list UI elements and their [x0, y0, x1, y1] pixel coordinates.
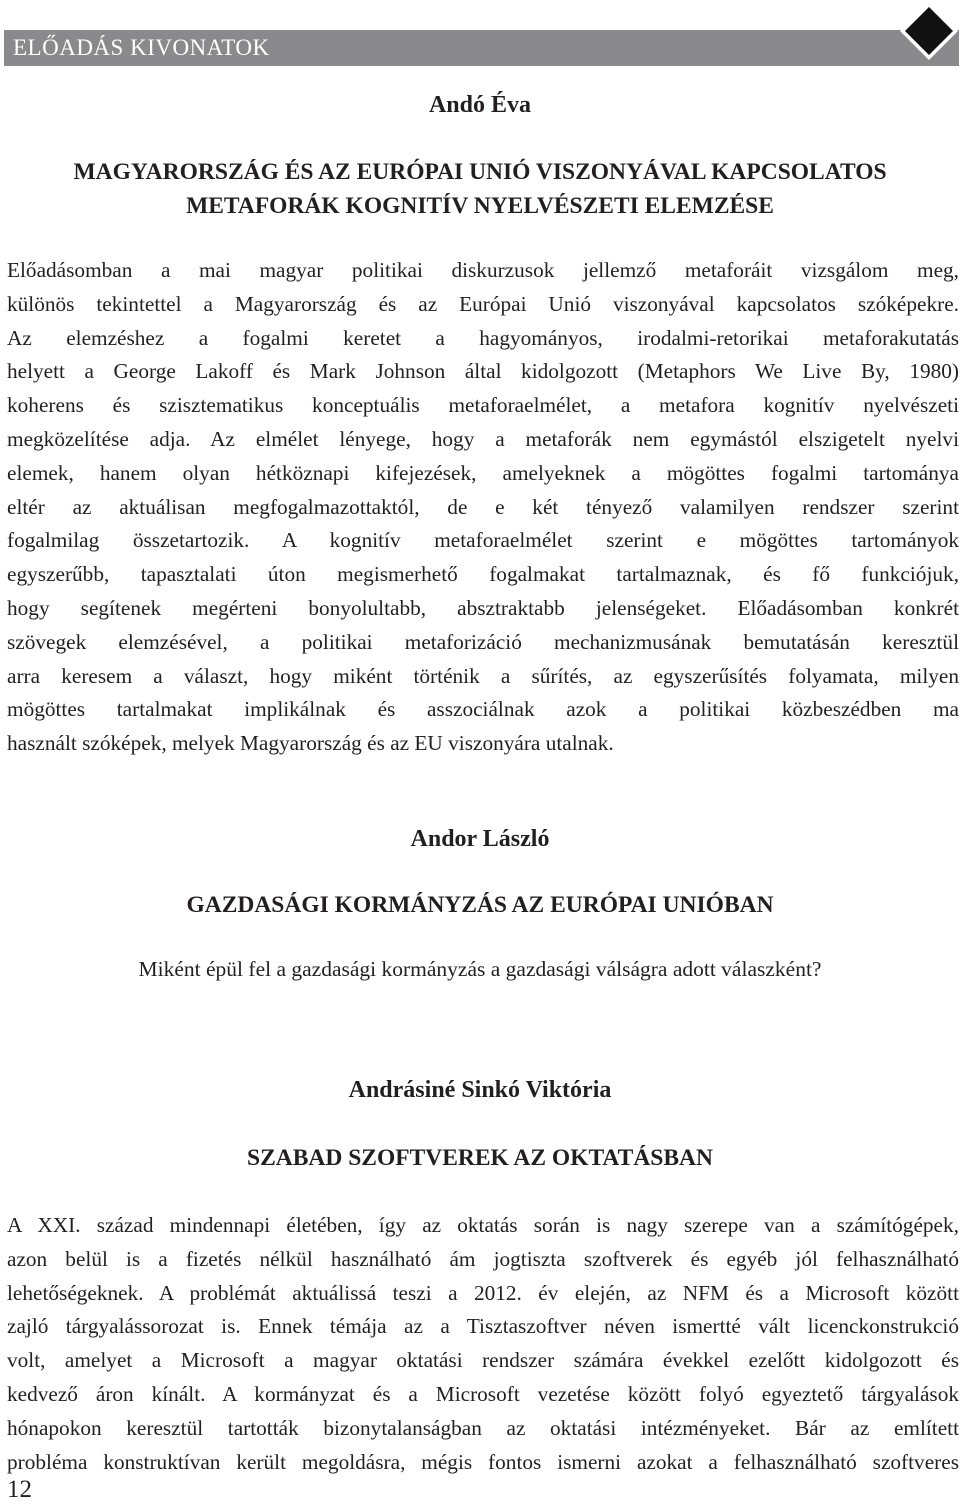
- body-line: fogalmilag összetartozik. A kognitív metaforaelmélet szerint e mögöttes tartományok: [7, 528, 959, 553]
- body-line: elemek, hanem olyan hétköznapi kifejezések, amelyeknek a mögöttes fogalmi tartománya: [7, 460, 959, 485]
- abstract-body: [7, 1209, 959, 1479]
- author-name: Andó Éva: [428, 92, 532, 118]
- abstract-title: [0, 155, 960, 223]
- body-line: egyszerűbb, tapasztalati úton megismerhető fogalmakat tartalmaznak, és fő funkciójuk,: [7, 562, 959, 587]
- abstract-body: [7, 254, 959, 761]
- body-line: lehetőségeknek. A problémát aktuálissá teszi a 2012. év elején, az NFM és a Microsoft között: [7, 1280, 959, 1305]
- abstract-title-line: MAGYARORSZÁG ÉS AZ EURÓPAI UNIÓ VISZONYÁVAL KAPCSOLATOS: [73, 159, 887, 185]
- body-line: megközelítése adja. Az elmélet lényege, hogy a metaforák nem egymástól elszigetelt nyelvi: [7, 426, 959, 451]
- abstract-title-line: SZABAD SZOFTVEREK AZ OKTATÁSBAN: [247, 1145, 713, 1171]
- author-name: Andrásiné Sinkó Viktória: [348, 1077, 612, 1103]
- body-line: koherens és szisztematikus konceptuális metaforaelmélet, a metafora kognitív nyelvészeti: [7, 393, 959, 418]
- page-number: 12: [7, 1476, 32, 1503]
- abstract-title-line: METAFORÁK KOGNITÍV NYELVÉSZETI ELEMZÉSE: [186, 193, 774, 219]
- body-line: Előadásomban a mai magyar politikai diskurzusok jellemző metaforáit vizsgálom meg,: [7, 258, 959, 282]
- section-header-bar: [4, 30, 959, 66]
- body-line: arra keresem a választ, hogy miként történik a sűrítés, az egyszerűsítés folyamata, milyen: [7, 663, 959, 688]
- body-line: A XXI. század mindennapi életében, így az oktatás során is nagy szerepe van a számítógépek,: [7, 1213, 959, 1237]
- abstract-title: [0, 888, 960, 922]
- body-line: hogy segítenek megérteni bonyolultabb, absztraktabb jelenségeket. Előadásomban konkrét: [7, 595, 959, 620]
- abstract-subtitle: Miként épül fel a gazdasági kormányzás a gazdasági válságra adott válaszként?: [138, 957, 822, 981]
- body-line: különös tekintettel a Magyarország és az Európai Unió viszonyával kapcsolatos szóképekre.: [7, 291, 959, 316]
- body-line: mögöttes tartalmakat implikálnak és asszociálnak azok a politikai közbeszédben ma: [7, 697, 959, 722]
- body-line: helyett a George Lakoff és Mark Johnson által kidolgozott (Metaphors We Live By, 1980): [7, 359, 959, 384]
- abstract-title: [0, 1141, 960, 1175]
- abstract-title-line: GAZDASÁGI KORMÁNYZÁS AZ EURÓPAI UNIÓBAN: [186, 892, 774, 918]
- body-line: zajló tárgyalássorozat is. Ennek témája az a Tisztaszoftver néven ismertté vált licenckonstrukció: [7, 1314, 959, 1339]
- body-line: Az elemzéshez a fogalmi keretet a hagyományos, irodalmi-retorikai metaforakutatás: [7, 325, 959, 350]
- body-line: hónapokon keresztül tartották bizonytalanságban az oktatási intézményeket. Bár az említett: [7, 1415, 959, 1440]
- body-line: probléma konstruktívan került megoldásra, mégis fontos ismerni azokat a felhasználható szoftveres: [7, 1449, 959, 1474]
- author-name: Andor László: [410, 826, 550, 852]
- body-line: volt, amelyet a Microsoft a magyar oktatási rendszer számára évekkel ezelőtt kidolgozott és: [7, 1348, 959, 1373]
- section-title: ELŐADÁS KIVONATOK: [13, 35, 270, 60]
- diamond-icon: [898, 0, 960, 62]
- body-line: használt szóképek, melyek Magyarország és az EU viszonyára utalnak.: [7, 731, 614, 756]
- body-line: eltér az aktuálisan megfogalmazottaktól, de e két tényező valamilyen rendszer szerint: [7, 494, 959, 519]
- body-line: azon belül is a fizetés nélkül használható ám jogtiszta szoftverek és egyéb jól felhasználható: [7, 1246, 959, 1271]
- body-line: kedvező áron kínált. A kormányzat és a Microsoft vezetése között folyó egyeztető tárgyalások: [7, 1381, 959, 1406]
- body-line: szövegek elemzésével, a politikai metaforizáció mechanizmusának bemutatásán keresztül: [7, 629, 959, 654]
